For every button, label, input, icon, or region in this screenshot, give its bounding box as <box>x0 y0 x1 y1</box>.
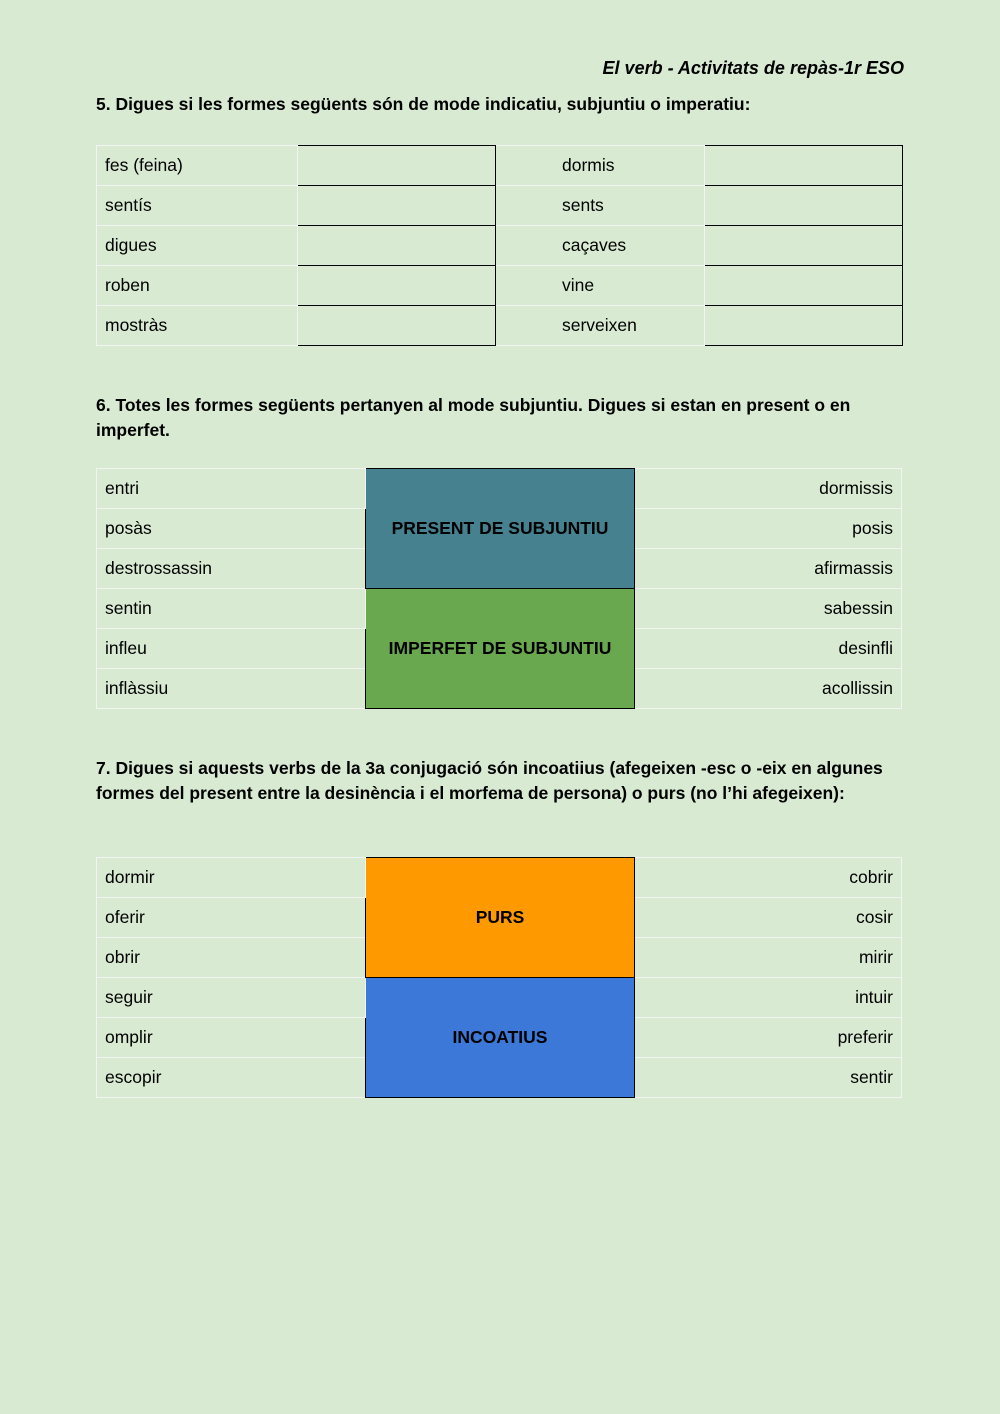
word-cell: sents <box>495 186 704 226</box>
draggable-word[interactable]: acollissin <box>635 669 902 709</box>
word-cell: roben <box>97 266 298 306</box>
draggable-word[interactable]: dormissis <box>635 469 902 509</box>
draggable-word[interactable]: sabessin <box>635 589 902 629</box>
draggable-word[interactable]: seguir <box>97 978 366 1018</box>
exercise-5-title: 5. Digues si les formes següents són de mode indicatiu, subjuntiu o imperatiu: <box>96 94 751 114</box>
draggable-word[interactable]: oferir <box>97 898 366 938</box>
exercise-5-table <box>96 145 903 346</box>
draggable-word[interactable]: intuir <box>635 978 902 1018</box>
draggable-word[interactable]: sentir <box>635 1058 902 1098</box>
exercise-7-table <box>96 857 902 1098</box>
answer-box[interactable] <box>705 186 903 226</box>
answer-box[interactable] <box>298 266 496 306</box>
draggable-word[interactable]: preferir <box>635 1018 902 1058</box>
word-cell: mostràs <box>97 306 298 346</box>
draggable-word[interactable]: sentin <box>97 589 366 629</box>
exercise-7-title: 7. Digues si aquests verbs de la 3a conjugació són incoatiius (afegeixen -esc o -eix en algunes formes del present entre la desinència i el morfema de persona) o purs (no l’hi afegeixen): <box>96 758 883 803</box>
table-row <box>97 978 902 1018</box>
draggable-word[interactable]: afirmassis <box>635 549 902 589</box>
word-cell: vine <box>495 266 704 306</box>
drop-zone-present[interactable]: PRESENT DE SUBJUNTIU <box>366 469 635 589</box>
word-cell: fes (feina) <box>97 146 298 186</box>
draggable-word[interactable]: destrossassin <box>97 549 366 589</box>
word-cell: serveixen <box>495 306 704 346</box>
draggable-word[interactable]: posàs <box>97 509 366 549</box>
answer-box[interactable] <box>705 306 903 346</box>
table-row <box>97 266 903 306</box>
table-row <box>97 186 903 226</box>
table-row <box>97 226 903 266</box>
drop-zone-purs[interactable]: PURS <box>366 858 635 978</box>
drop-zone-incoatius[interactable]: INCOATIUS <box>366 978 635 1098</box>
draggable-word[interactable]: desinfli <box>635 629 902 669</box>
draggable-word[interactable]: cobrir <box>635 858 902 898</box>
answer-box[interactable] <box>705 146 903 186</box>
table-row <box>97 469 902 509</box>
answer-box[interactable] <box>705 266 903 306</box>
draggable-word[interactable]: obrir <box>97 938 366 978</box>
exercise-6-table <box>96 468 902 709</box>
drop-zone-imperfect[interactable]: IMPERFET DE SUBJUNTIU <box>366 589 635 709</box>
draggable-word[interactable]: omplir <box>97 1018 366 1058</box>
table-row <box>97 858 902 898</box>
answer-box[interactable] <box>298 186 496 226</box>
draggable-word[interactable]: cosir <box>635 898 902 938</box>
table-row <box>97 146 903 186</box>
draggable-word[interactable]: dormir <box>97 858 366 898</box>
document-header: El verb - Activitats de repàs-1r ESO <box>602 58 904 78</box>
word-cell: dormis <box>495 146 704 186</box>
draggable-word[interactable]: mirir <box>635 938 902 978</box>
word-cell: caçaves <box>495 226 704 266</box>
word-cell: digues <box>97 226 298 266</box>
draggable-word[interactable]: entri <box>97 469 366 509</box>
answer-box[interactable] <box>298 306 496 346</box>
table-row <box>97 589 902 629</box>
answer-box[interactable] <box>298 226 496 266</box>
draggable-word[interactable]: infleu <box>97 629 366 669</box>
exercise-6-title: 6. Totes les formes següents pertanyen al mode subjuntiu. Digues si estan en present o en imperfet. <box>96 395 851 440</box>
word-cell: sentís <box>97 186 298 226</box>
draggable-word[interactable]: escopir <box>97 1058 366 1098</box>
answer-box[interactable] <box>705 226 903 266</box>
table-row <box>97 306 903 346</box>
answer-box[interactable] <box>298 146 496 186</box>
draggable-word[interactable]: inflàssiu <box>97 669 366 709</box>
draggable-word[interactable]: posis <box>635 509 902 549</box>
